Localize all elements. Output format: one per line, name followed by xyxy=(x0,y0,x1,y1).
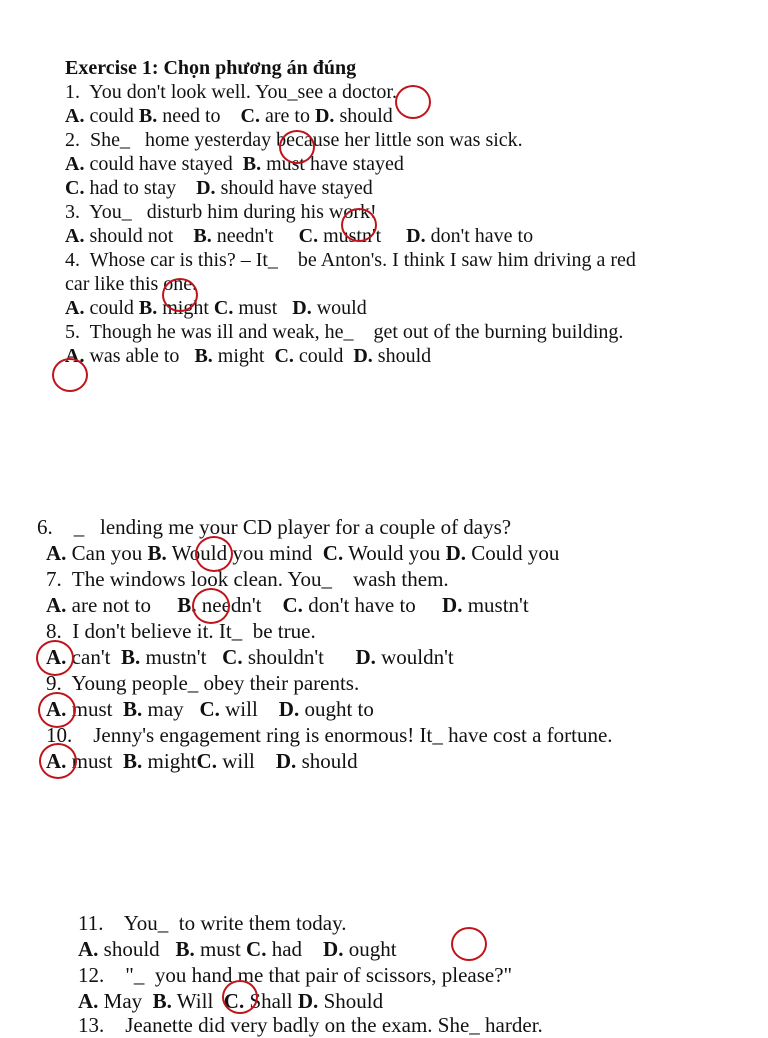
option-letter: B. xyxy=(123,749,143,773)
option-letter: B. xyxy=(177,593,197,617)
option-text: mustn't xyxy=(462,593,529,617)
options-q6 xyxy=(46,540,559,566)
option-letter: B. xyxy=(138,297,158,319)
option-letter: A. xyxy=(65,105,85,127)
option-text: must have stayed xyxy=(261,153,404,175)
option-letter: C. xyxy=(240,105,260,127)
option-text: was able to xyxy=(84,345,195,367)
option-text: Should xyxy=(318,989,384,1013)
question-1: 1. You don't look well. You_see a doctor. xyxy=(65,81,397,103)
option-letter: D. xyxy=(278,697,300,721)
question-5: 5. Though he was ill and weak, he_ get out of the burning building. xyxy=(65,321,624,343)
option-text: should have stayed xyxy=(215,177,373,199)
option-letter: A. xyxy=(46,645,67,669)
option-letter: C. xyxy=(322,541,344,565)
option-text: Would you mind xyxy=(166,541,323,565)
question-3: 3. You_ disturb him during his work! xyxy=(65,201,377,223)
option-text: ought to xyxy=(299,697,374,721)
option-text: could xyxy=(84,105,139,127)
options-q10 xyxy=(46,748,358,774)
options-q11 xyxy=(78,936,397,962)
option-letter: A. xyxy=(78,989,99,1013)
options-q2-cd xyxy=(65,176,373,200)
option-letter: B. xyxy=(242,153,262,175)
question-9: 9. Young people_ obey their parents. xyxy=(46,671,360,695)
option-letter: C. xyxy=(246,937,267,961)
options-q8 xyxy=(46,644,454,670)
option-text: would xyxy=(311,297,367,319)
answer-circle-q1 xyxy=(395,85,431,119)
option-text: May xyxy=(98,989,153,1013)
option-letter: A. xyxy=(78,937,99,961)
option-text: Can you xyxy=(66,541,148,565)
option-text: Would you xyxy=(343,541,446,565)
option-letter: C. xyxy=(274,345,294,367)
option-text: can't xyxy=(66,645,121,669)
option-text: could xyxy=(84,297,139,319)
option-text: should xyxy=(334,105,393,127)
answer-circle-q10 xyxy=(39,743,77,779)
options-q2-ab xyxy=(65,152,404,176)
answer-circle-q11 xyxy=(451,927,487,961)
option-letter: A. xyxy=(65,153,85,175)
answer-circle-q12 xyxy=(222,980,258,1014)
option-letter: D. xyxy=(275,749,297,773)
answer-circle-q8 xyxy=(36,640,74,676)
options-q3 xyxy=(65,224,533,248)
options-q9 xyxy=(46,696,374,722)
option-text: will xyxy=(216,749,276,773)
option-text: had xyxy=(266,937,324,961)
answer-circle-q5 xyxy=(52,358,88,392)
option-letter: C. xyxy=(282,593,303,617)
option-text: should xyxy=(372,345,432,367)
question-11: 11. You_ to write them today. xyxy=(78,911,347,935)
option-text: don't have to xyxy=(302,593,443,617)
option-letter: A. xyxy=(46,541,67,565)
option-text: Could you xyxy=(465,541,560,565)
option-letter: C. xyxy=(65,177,85,199)
question-7: 7. The windows look clean. You_ wash them. xyxy=(46,567,449,591)
option-letter: D. xyxy=(292,297,312,319)
option-text: may xyxy=(142,697,200,721)
question-8: 8. I don't believe it. It_ be true. xyxy=(46,619,316,643)
options-q4 xyxy=(65,296,367,320)
question-4-cont: car like this one. xyxy=(65,273,198,295)
option-text: should xyxy=(296,749,358,773)
page-title: Exercise 1: Chọn phương án đúng xyxy=(65,57,357,79)
option-letter: A. xyxy=(65,297,85,319)
option-text: might xyxy=(142,749,197,773)
option-letter: A. xyxy=(65,225,85,247)
option-text: are to xyxy=(260,105,315,127)
option-text: Shall xyxy=(244,989,298,1013)
option-text: need to xyxy=(157,105,241,127)
option-letter: D. xyxy=(355,645,376,669)
question-2: 2. She_ home yesterday because her little son was sick. xyxy=(65,129,523,151)
answer-circle-q9 xyxy=(38,692,76,728)
question-13: 13. Jeanette did very badly on the exam. She_ harder. xyxy=(78,1013,543,1037)
answer-circle-q3 xyxy=(341,208,377,242)
option-letter: C. xyxy=(222,645,243,669)
option-letter: B. xyxy=(193,225,212,247)
option-text: needn't xyxy=(211,225,299,247)
option-letter: B. xyxy=(194,345,213,367)
option-letter: B. xyxy=(152,989,172,1013)
question-12: 12. "_ you hand me that pair of scissors, please?" xyxy=(78,963,513,987)
option-text: must xyxy=(66,697,124,721)
option-text: shouldn't xyxy=(242,645,356,669)
option-text: wouldn't xyxy=(375,645,454,669)
option-text: are not to xyxy=(66,593,178,617)
answer-circle-q7 xyxy=(192,588,230,624)
option-text: ought xyxy=(343,937,397,961)
option-text: should xyxy=(98,937,176,961)
option-letter: A. xyxy=(46,749,67,773)
option-text: had to stay xyxy=(84,177,197,199)
option-letter: C. xyxy=(298,225,319,247)
option-letter: D. xyxy=(314,105,335,127)
option-letter: D. xyxy=(297,989,319,1013)
option-letter: B. xyxy=(123,697,143,721)
options-q7 xyxy=(46,592,529,618)
option-text: mustn't xyxy=(318,225,407,247)
option-text: could have stayed xyxy=(84,153,243,175)
option-letter: C. xyxy=(199,697,220,721)
option-text: must xyxy=(194,937,247,961)
option-text: mustn't xyxy=(140,645,223,669)
option-letter: D. xyxy=(406,225,426,247)
option-letter: D. xyxy=(196,177,216,199)
option-letter: C. xyxy=(223,989,245,1013)
option-letter: C. xyxy=(196,749,217,773)
option-text: should not xyxy=(84,225,194,247)
option-text: Will xyxy=(171,989,224,1013)
option-letter: B. xyxy=(120,645,141,669)
option-text: will xyxy=(219,697,279,721)
question-6: 6. _ lending me your CD player for a couple of days? xyxy=(37,515,512,539)
option-letter: D. xyxy=(323,937,344,961)
option-text: must xyxy=(233,297,293,319)
option-letter: B. xyxy=(175,937,195,961)
option-text: might xyxy=(157,297,214,319)
option-letter: C. xyxy=(213,297,234,319)
option-letter: D. xyxy=(442,593,463,617)
option-letter: D. xyxy=(353,345,373,367)
option-letter: A. xyxy=(65,345,85,367)
options-q5 xyxy=(65,344,431,368)
answer-circle-q2 xyxy=(279,130,315,164)
answer-circle-q4 xyxy=(162,278,198,312)
option-letter: A. xyxy=(46,697,67,721)
option-text: needn't xyxy=(196,593,283,617)
option-text: might xyxy=(212,345,275,367)
option-letter: B. xyxy=(147,541,167,565)
question-4: 4. Whose car is this? – It_ be Anton's. I think I saw him driving a red xyxy=(65,249,636,271)
option-text: don't have to xyxy=(425,225,534,247)
option-letter: D. xyxy=(445,541,466,565)
answer-circle-q6 xyxy=(195,536,233,572)
option-text: could xyxy=(293,345,354,367)
option-text: must xyxy=(66,749,124,773)
question-10: 10. Jenny's engagement ring is enormous! It_ have cost a fortune. xyxy=(46,723,613,747)
options-q1 xyxy=(65,104,393,128)
option-letter: B. xyxy=(138,105,158,127)
option-letter: A. xyxy=(46,593,67,617)
